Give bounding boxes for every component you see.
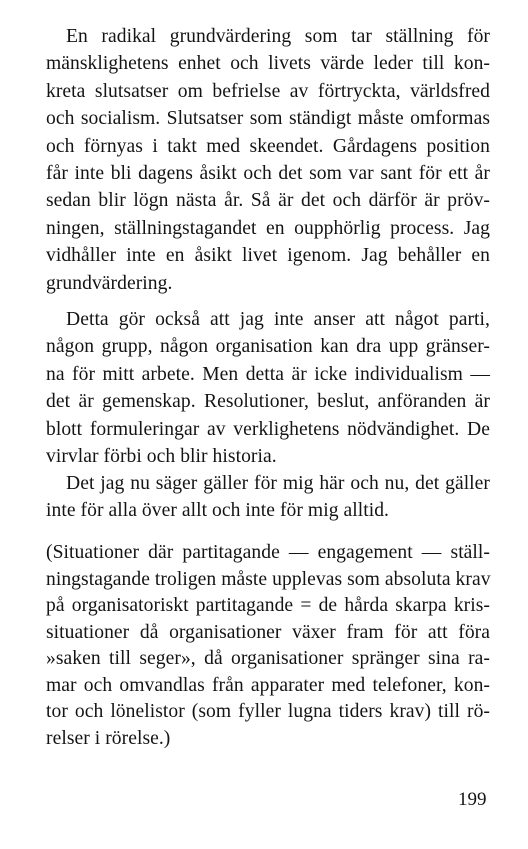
text-line: får inte bli dagens åsikt och det som var sant för ett år — [46, 162, 490, 184]
text-line: någon grupp, någon organisation kan dra upp gränser- — [46, 336, 490, 358]
text-line: grundvärdering. — [46, 272, 173, 294]
text-line: tor och lönelistor (som fyller lugna tiders krav) till rö- — [46, 701, 490, 722]
page-number: 199 — [458, 789, 487, 810]
text-line: vidhåller inte en åsikt livet igenom. Jag behåller en — [46, 245, 490, 267]
text-line: det är gemenskap. Resolutioner, beslut, anföranden är — [46, 391, 490, 413]
paragraph-grundvardering — [46, 23, 490, 297]
text-line: virvlar förbi och blir historia. — [46, 445, 277, 467]
text-line: mänsklighetens enhet och livets värde leder till kon- — [46, 53, 490, 75]
text-line: på organisatoriskt partitagande = de hårda skarpa kris- — [46, 595, 490, 616]
text-line: mar och omvandlas från apparater med telefoner, kon- — [46, 674, 490, 696]
text-line: En radikal grundvärdering som tar ställning för — [66, 26, 490, 47]
text-line: situationer då organisationer växer fram för att föra — [46, 621, 490, 643]
text-line: kreta slutsatser om befrielse av förtryckta, världsfred — [46, 80, 490, 102]
text-line: (Situationer där partitagande — engagement — ställ- — [46, 542, 490, 563]
text-line: Detta gör också att jag inte anser att något parti, — [66, 309, 490, 330]
paragraph-har-och-nu — [46, 470, 490, 525]
text-line: och förnyas i takt med skeendet. Gårdagens position — [46, 135, 490, 157]
text-line: relser i rörelse.) — [46, 727, 171, 749]
text-line: ningstagande troligen måste upplevas som absoluta krav — [46, 568, 491, 590]
text-line: ningen, ställningstagandet en oupphörlig process. Jag — [46, 217, 490, 239]
paragraph-gemenskap — [46, 306, 490, 470]
text-line: sedan blir lögn nästa år. Så är det och därför är pröv- — [46, 190, 490, 212]
paragraph-parenthetical-situationer — [46, 540, 490, 752]
text-line: blott formuleringar av verklighetens nödvändighet. De — [46, 418, 490, 440]
text-line: Det jag nu säger gäller för mig här och nu, det gäller — [66, 473, 490, 494]
text-line: na för mitt arbete. Men detta är icke individualism — — [46, 363, 490, 385]
text-line: »saken till seger», då organisationer spränger sina ra- — [46, 648, 490, 669]
text-line: inte för alla över allt och inte för mig alltid. — [46, 500, 390, 522]
text-line: och socialism. Slutsatser som ständigt måste omformas — [46, 108, 490, 130]
